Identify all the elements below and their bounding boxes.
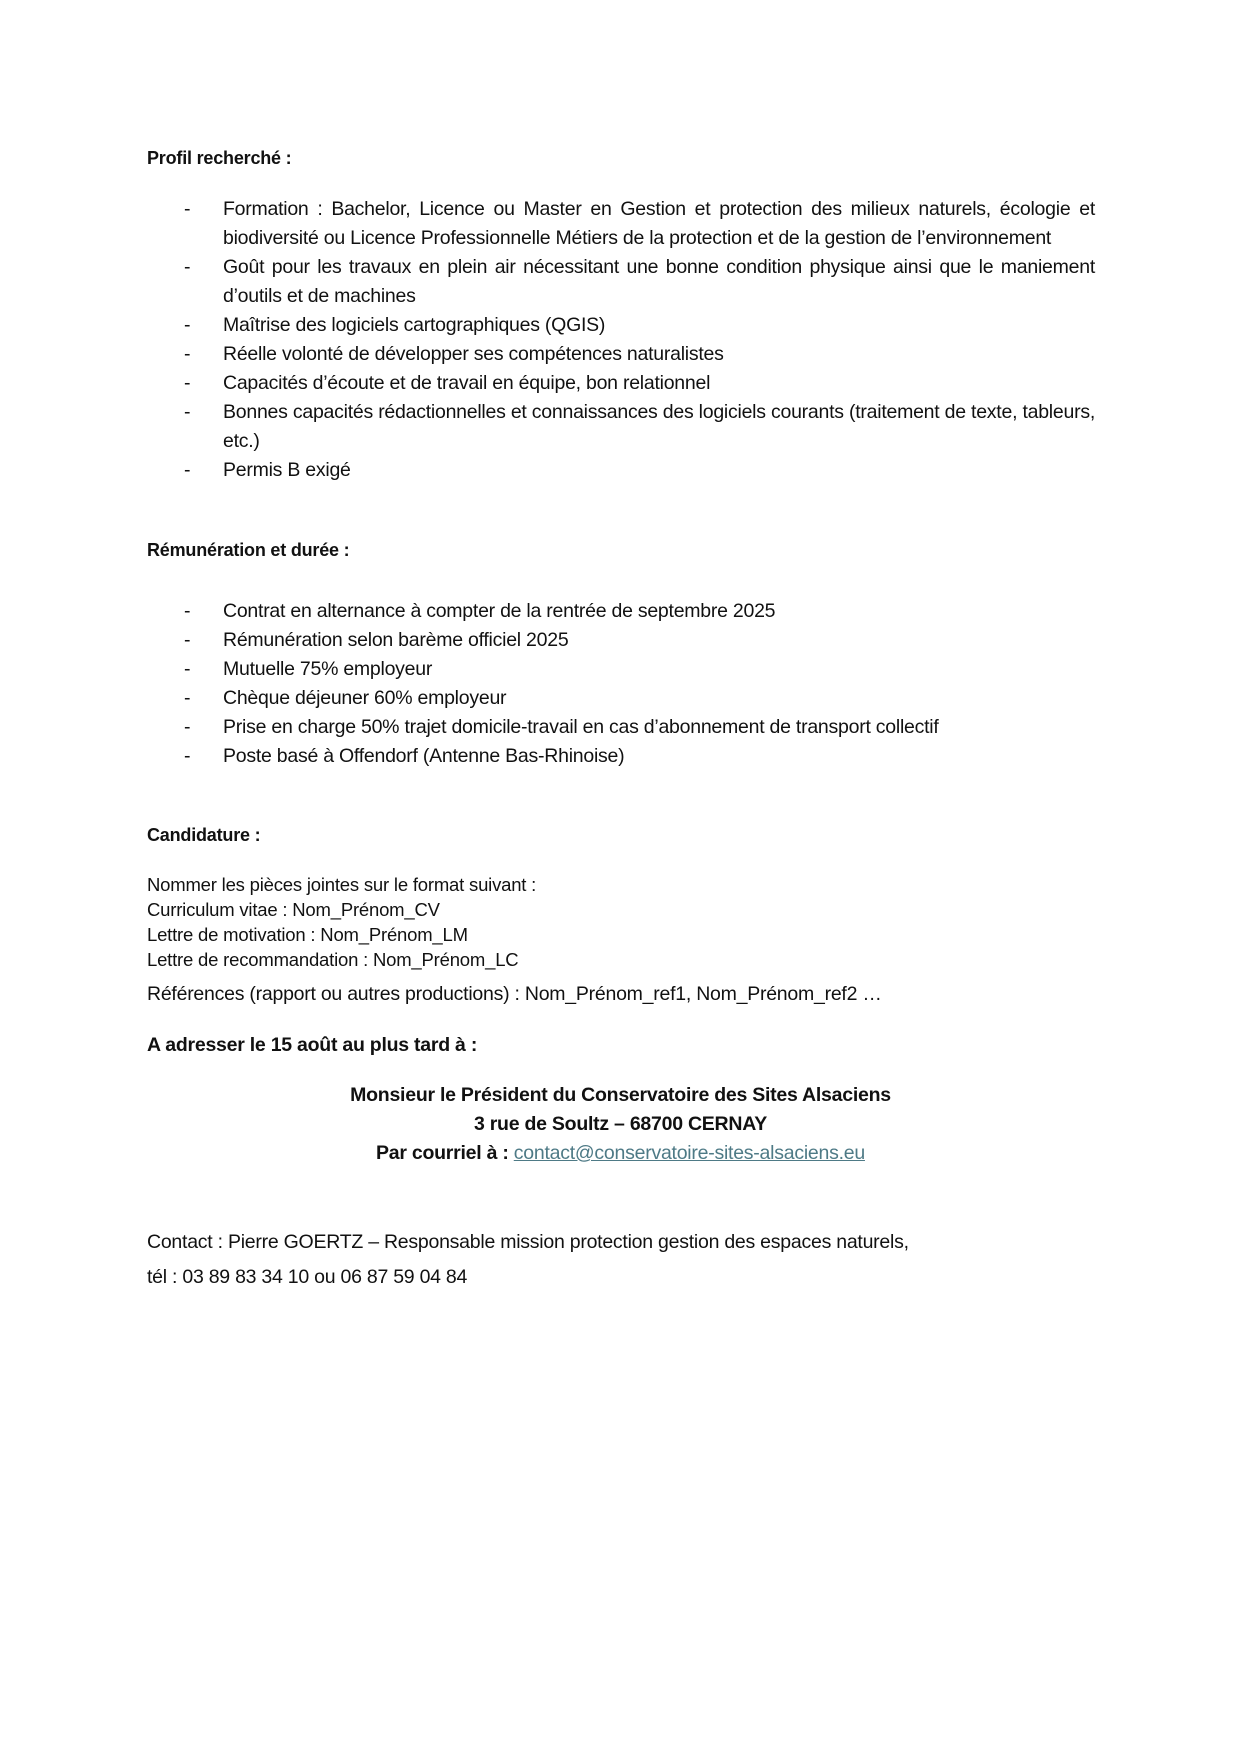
list-item-text: Bonnes capacités rédactionnelles et connaissances des logiciels courants (traitement de texte, tableurs, etc.) xyxy=(223,401,1095,452)
list-item-text: Goût pour les travaux en plein air nécessitant une bonne condition physique ainsi que le maniement d’outils et de machines xyxy=(223,256,1095,307)
list-item-text: Permis B exigé xyxy=(223,459,351,481)
bullet-dash: - xyxy=(184,745,191,767)
list-item-text: Prise en charge 50% trajet domicile-travail en cas d’abonnement de transport collectif xyxy=(223,716,939,738)
bullet-dash: - xyxy=(184,343,191,365)
list-item-text: Chèque déjeuner 60% employeur xyxy=(223,687,507,709)
bullet-dash: - xyxy=(184,314,191,336)
naming-lm: Lettre de motivation : Nom_Prénom_LM xyxy=(147,924,468,945)
bullet-dash: - xyxy=(184,716,191,738)
list-item-text: Poste basé à Offendorf (Antenne Bas-Rhinoise) xyxy=(223,745,625,767)
list-item-text: Mutuelle 75% employeur xyxy=(223,658,433,680)
address-recipient: Monsieur le Président du Conservatoire des Sites Alsaciens xyxy=(350,1084,891,1106)
list-item-text: Rémunération selon barème officiel 2025 xyxy=(223,629,569,651)
bullet-dash: - xyxy=(184,401,191,423)
bullet-dash: - xyxy=(184,256,191,278)
email-label: Par courriel à : xyxy=(376,1142,509,1164)
candidature-heading: Candidature : xyxy=(147,825,261,845)
naming-lc: Lettre de recommandation : Nom_Prénom_LC xyxy=(147,949,519,970)
references-line: Références (rapport ou autres productions) : Nom_Prénom_ref1, Nom_Prénom_ref2 … xyxy=(147,983,882,1005)
contact-line: Contact : Pierre GOERTZ – Responsable mission protection gestion des espaces naturels, xyxy=(147,1231,909,1253)
email-link[interactable]: contact@conservatoire-sites-alsaciens.eu xyxy=(513,1142,865,1164)
bullet-dash: - xyxy=(184,198,191,220)
list-item-text: Formation : Bachelor, Licence ou Master en Gestion et protection des milieux naturels, écologie et biodiversité ou Licence Professionnelle Métiers de la protection et de la gestion de l’environnement xyxy=(223,198,1095,249)
remuneration-heading: Rémunération et durée : xyxy=(147,540,350,560)
bullet-dash: - xyxy=(184,459,191,481)
bullet-dash: - xyxy=(184,372,191,394)
profil-heading: Profil recherché : xyxy=(147,148,292,168)
deadline-heading: A adresser le 15 août au plus tard à : xyxy=(147,1034,478,1056)
list-item-text: Capacités d’écoute et de travail en équipe, bon relationnel xyxy=(223,372,711,394)
list-item-text: Contrat en alternance à compter de la rentrée de septembre 2025 xyxy=(223,600,776,622)
phone-line: tél : 03 89 83 34 10 ou 06 87 59 04 84 xyxy=(147,1266,468,1288)
bullet-dash: - xyxy=(184,629,191,651)
bullet-dash: - xyxy=(184,658,191,680)
address-street: 3 rue de Soultz – 68700 CERNAY xyxy=(473,1113,768,1135)
bullet-dash: - xyxy=(184,687,191,709)
list-item-text: Maîtrise des logiciels cartographiques (QGIS) xyxy=(223,314,606,336)
naming-cv: Curriculum vitae : Nom_Prénom_CV xyxy=(147,899,440,920)
bullet-dash: - xyxy=(184,600,191,622)
list-item-text: Réelle volonté de développer ses compétences naturalistes xyxy=(223,343,724,365)
naming-intro: Nommer les pièces jointes sur le format suivant : xyxy=(147,874,537,895)
email-line xyxy=(0,1142,1241,1165)
